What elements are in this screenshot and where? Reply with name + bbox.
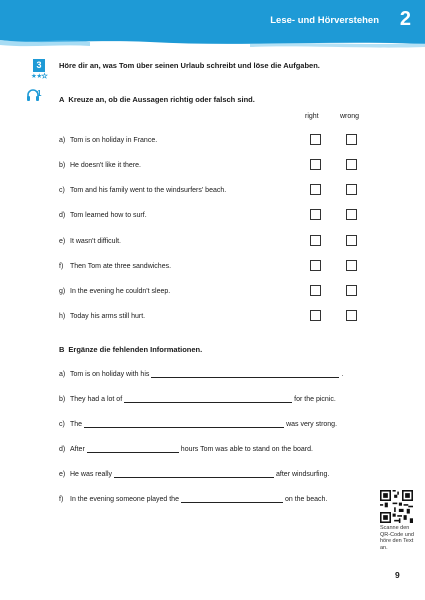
- statement-row: [59, 238, 121, 245]
- gap-sentence: [59, 366, 343, 378]
- sentence-after: was very strong.: [286, 421, 338, 428]
- section-b-instruction: Ergänze die fehlenden Informationen.: [68, 345, 203, 354]
- task-number-badge: 3: [33, 59, 45, 72]
- statement-text: Tom and his family went to the windsurfers' beach.: [70, 187, 227, 194]
- sentence-after: for the picnic.: [294, 396, 336, 403]
- task-instruction: Höre dir an, was Tom über seinen Urlaub schreibt und löse die Aufgaben.: [59, 61, 320, 70]
- sentence-letter: c): [59, 421, 65, 428]
- star-icon: ★: [36, 73, 42, 80]
- gap-sentence: [59, 391, 336, 403]
- statement-text: He doesn't like it there.: [70, 162, 141, 169]
- checkbox-wrong-c[interactable]: [346, 184, 357, 195]
- chapter-number: 2: [399, 8, 411, 30]
- sentence-before: The: [70, 421, 83, 428]
- answer-blank-e[interactable]: [114, 469, 274, 478]
- qr-code-icon[interactable]: [380, 490, 413, 523]
- checkbox-wrong-e[interactable]: [346, 235, 357, 246]
- statement-row: [59, 162, 141, 169]
- sentence-after: hours Tom was able to stand on the board.: [180, 446, 313, 453]
- answer-blank-c[interactable]: [84, 419, 284, 428]
- answer-blank-d[interactable]: [87, 444, 179, 453]
- statement-row: [59, 263, 171, 270]
- qr-code-note: Scanne den QR-Code und höre den Text an.: [380, 525, 414, 551]
- statement-letter: d): [59, 212, 66, 219]
- checkbox-wrong-f[interactable]: [346, 260, 357, 271]
- statement-row: [59, 313, 145, 320]
- section-a-heading: [59, 95, 255, 104]
- sentence-before: After: [70, 446, 85, 453]
- checkbox-right-g[interactable]: [310, 285, 321, 296]
- statement-letter: c): [59, 187, 65, 194]
- star-icon: ★: [31, 73, 37, 80]
- checkbox-right-f[interactable]: [310, 260, 321, 271]
- statement-letter: b): [59, 162, 66, 169]
- statement-letter: g): [59, 288, 66, 295]
- section-b-heading: [59, 345, 202, 354]
- sentence-before: He was really: [70, 471, 113, 478]
- statement-text: It wasn't difficult.: [70, 238, 122, 245]
- statement-row: [59, 288, 170, 295]
- header-band: [0, 0, 425, 50]
- sentence-after: .: [341, 371, 344, 378]
- statement-text: In the evening he couldn't sleep.: [70, 288, 171, 295]
- page-number: 9: [395, 570, 400, 580]
- star-outline-icon: ★: [41, 73, 47, 80]
- sentence-letter: f): [59, 496, 64, 503]
- audio-track-number: 1: [37, 89, 42, 98]
- section-b-letter: B: [59, 345, 65, 354]
- gap-sentence: [59, 441, 313, 453]
- statement-text: Tom learned how to surf.: [70, 212, 147, 219]
- sentence-after: on the beach.: [284, 496, 328, 503]
- sentence-before: Tom is on holiday with his: [70, 371, 150, 378]
- sentence-before: They had a lot of: [70, 396, 123, 403]
- column-header-right: right: [305, 113, 319, 120]
- checkbox-right-e[interactable]: [310, 235, 321, 246]
- checkbox-wrong-a[interactable]: [346, 134, 357, 145]
- checkbox-right-h[interactable]: [310, 310, 321, 321]
- statement-row: [59, 187, 226, 194]
- answer-blank-f[interactable]: [181, 494, 283, 503]
- column-header-wrong: wrong: [340, 113, 360, 120]
- checkbox-right-c[interactable]: [310, 184, 321, 195]
- audio-track-badge[interactable]: [28, 88, 52, 102]
- statement-letter: f): [59, 263, 64, 270]
- checkbox-wrong-g[interactable]: [346, 285, 357, 296]
- difficulty-stars: [31, 72, 47, 80]
- statement-text: Today his arms still hurt.: [70, 313, 146, 320]
- statement-row: [59, 137, 157, 144]
- sentence-letter: a): [59, 371, 66, 378]
- sentence-after: after windsurfing.: [276, 471, 330, 478]
- statement-text: Tom is on holiday in France.: [70, 137, 158, 144]
- answer-blank-b[interactable]: [124, 394, 292, 403]
- section-a-letter: A: [59, 95, 65, 104]
- sentence-letter: b): [59, 396, 66, 403]
- statement-letter: a): [59, 137, 66, 144]
- sentence-before: In the evening someone played the: [70, 496, 179, 503]
- statement-row: [59, 212, 147, 219]
- gap-sentence: [59, 466, 329, 478]
- checkbox-right-b[interactable]: [310, 159, 321, 170]
- gap-sentence: [59, 416, 337, 428]
- checkbox-wrong-h[interactable]: [346, 310, 357, 321]
- sentence-letter: e): [59, 471, 66, 478]
- checkbox-right-a[interactable]: [310, 134, 321, 145]
- checkbox-wrong-d[interactable]: [346, 209, 357, 220]
- section-a-instruction: Kreuze an, ob die Aussagen richtig oder falsch sind.: [68, 95, 255, 104]
- statement-letter: e): [59, 238, 66, 245]
- checkbox-right-d[interactable]: [310, 209, 321, 220]
- sentence-letter: d): [59, 446, 66, 453]
- gap-sentence: [59, 491, 327, 503]
- checkbox-wrong-b[interactable]: [346, 159, 357, 170]
- statement-letter: h): [59, 313, 66, 320]
- section-title: Lese- und Hörverstehen: [270, 15, 379, 26]
- statement-text: Then Tom ate three sandwiches.: [70, 263, 172, 270]
- answer-blank-a[interactable]: [151, 369, 339, 378]
